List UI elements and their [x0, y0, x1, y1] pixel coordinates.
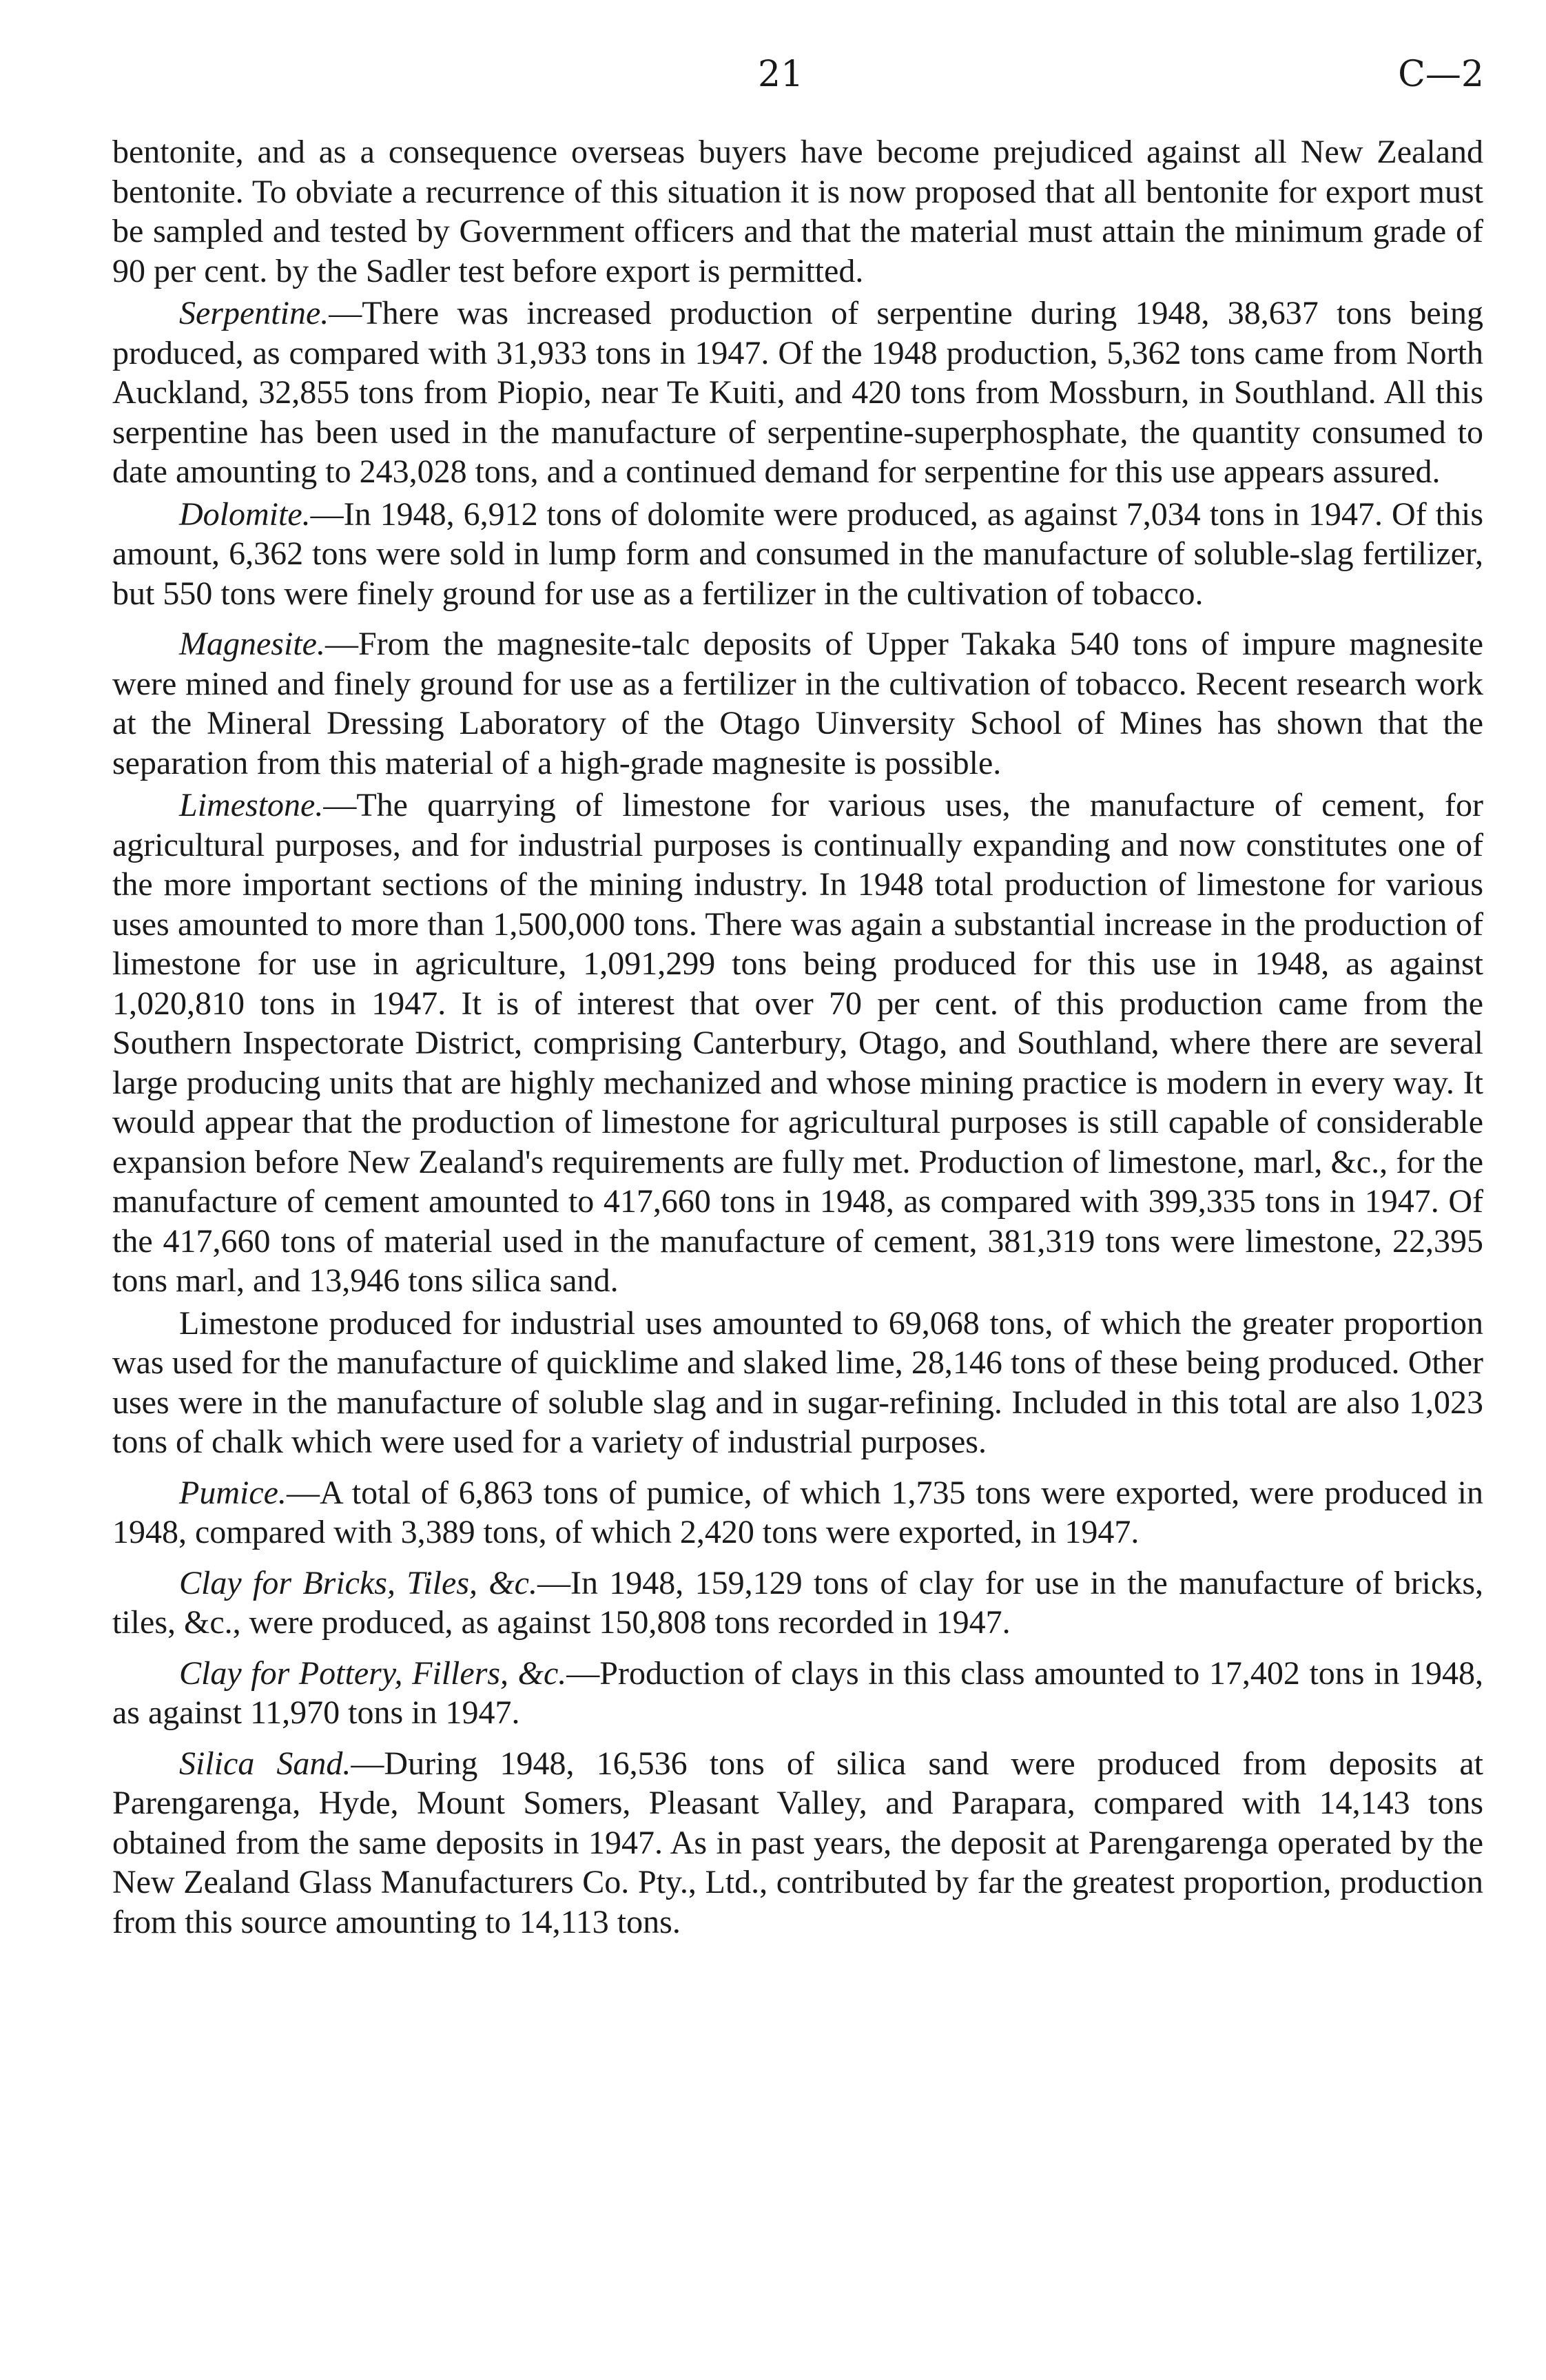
paragraph-text: —The quarrying of limestone for various uses, the manufacture of cement, for agricultural purposes, and for industrial purposes is continually expanding and now constitutes one of the more important sections of the mining industry. In 1948 total production of limestone for various uses amounted to more than 1,500,000 tons. There was again a substantial increase in the production of limestone for use in agriculture, 1,091,299 tons being produced for this use in 1948, as against 1,020,810 tons in 1947. It is of interest that over 70 per cent. of this production came from the Southern Inspectorate District, comprising Canterbury, Otago, and Southland, where there are several large producing units that are highly mechanized and whose mining practice is modern in every way. It would appear that the production of limestone for agricultural purposes is still capable of considerable expansion before New Zealand's requirements are fully met. Production of limestone, marl, &c., for the manufacture of cement amounted to 417,660 tons in 1948, as compared with 399,335 tons in 1947. Of the 417,660 tons of material used in the manufacture of cement, 381,319 tons were limestone, 22,395 tons marl, and 13,946 tons silica sand.	[112, 787, 1483, 1299]
section-heading-magnesite: Magnesite.	[179, 626, 325, 662]
page-number: 21	[758, 54, 804, 95]
paragraph-text: —A total of 6,863 tons of pumice, of which 1,735 tons were exported, were produced in 1948, compared with 3,389 tons, of which 2,420 tons were exported, in 1947.	[112, 1474, 1483, 1550]
paragraph-magnesite	[112, 624, 1483, 783]
page-header	[0, 47, 1546, 102]
paragraph-text: —During 1948, 16,536 tons of silica sand were produced from deposits at Parengarenga, Hyde, Mount Somers, Pleasant Valley, and Parapara, compared with 14,143 tons obtained from the same deposits in 1947. As in past years, the deposit at Parengarenga operated by the New Zealand Glass Manufacturers Co. Pty., Ltd., contributed by far the greatest proportion, production from this source amounting to 14,113 tons.	[112, 1745, 1483, 1940]
paragraph-serpentine	[112, 294, 1483, 492]
paragraph-limestone	[112, 786, 1483, 1301]
document-code: C—2	[1398, 54, 1484, 95]
section-heading-clay-bricks: Clay for Bricks, Tiles, &c.	[179, 1564, 537, 1601]
section-heading-limestone: Limestone.	[179, 787, 324, 823]
paragraph-clay-bricks	[112, 1563, 1483, 1643]
section-heading-pumice: Pumice.	[179, 1474, 287, 1511]
paragraph-text: —In 1948, 6,912 tons of dolomite were produced, as against 7,034 tons in 1947. Of this amount, 6,362 tons were sold in lump form and consumed in the manufacture of soluble-slag fertilizer, but 550 tons were finely ground for use as a fertilizer in the cultivation of tobacco.	[112, 495, 1483, 612]
section-heading-clay-pottery: Clay for Pottery, Fillers, &c.	[179, 1654, 567, 1692]
body-text	[112, 132, 1483, 1942]
section-heading-dolomite: Dolomite.	[179, 495, 311, 533]
paragraph-pumice	[112, 1473, 1483, 1552]
section-heading-serpentine: Serpentine.	[179, 295, 329, 331]
paragraph-silica-sand	[112, 1744, 1483, 1942]
section-heading-silica-sand: Silica Sand.	[179, 1745, 351, 1782]
paragraph-text: —In 1948, 159,129 tons of clay for use in the manufacture of bricks, tiles, &c., were produced, as against 150,808 tons recorded in 1947.	[112, 1564, 1483, 1641]
paragraph-text: —From the magnesite-talc deposits of Upper Takaka 540 tons of impure magnesite were mined and finely ground for use as a fertilizer in the cultivation of tobacco. Recent research work at the Mineral Dressing Laboratory of the Otago Uinversity School of Mines has shown that the separation from this material of a high-grade magnesite is possible.	[112, 626, 1483, 781]
paragraph-clay-pottery	[112, 1654, 1483, 1733]
paragraph-text: Limestone produced for industrial uses amounted to 69,068 tons, of which the greater proportion was used for the manufacture of quicklime and slaked lime, 28,146 tons of these being produced. Other uses were in the manufacture of soluble slag and in sugar-refining. Included in this total are also 1,023 tons of chalk which were used for a variety of industrial purposes.	[112, 1304, 1483, 1460]
paragraph-bentonite-continued	[112, 132, 1483, 291]
paragraph-text: —There was increased production of serpentine during 1948, 38,637 tons being produced, as compared with 31,933 tons in 1947. Of the 1948 production, 5,362 tons came from North Auckland, 32,855 tons from Piopio, near Te Kuiti, and 420 tons from Mossburn, in Southland. All this serpentine has been used in the manufacture of serpentine-superphosphate, the quantity consumed to date amounting to 243,028 tons, and a continued demand for serpentine for this use appears assured.	[112, 295, 1483, 490]
paragraph-dolomite	[112, 495, 1483, 614]
paragraph-text: bentonite, and as a consequence overseas buyers have become prejudiced against all New Zealand bentonite. To obviate a recurrence of this situation it is now proposed that all bentonite for export must be sampled and tested by Government officers and that the material must attain the minimum grade of 90 per cent. by the Sadler test before export is permitted.	[112, 134, 1483, 289]
paragraph-limestone-industrial	[112, 1304, 1483, 1462]
paragraph-text: —Production of clays in this class amounted to 17,402 tons in 1948, as against 11,970 tons in 1947.	[112, 1654, 1483, 1731]
